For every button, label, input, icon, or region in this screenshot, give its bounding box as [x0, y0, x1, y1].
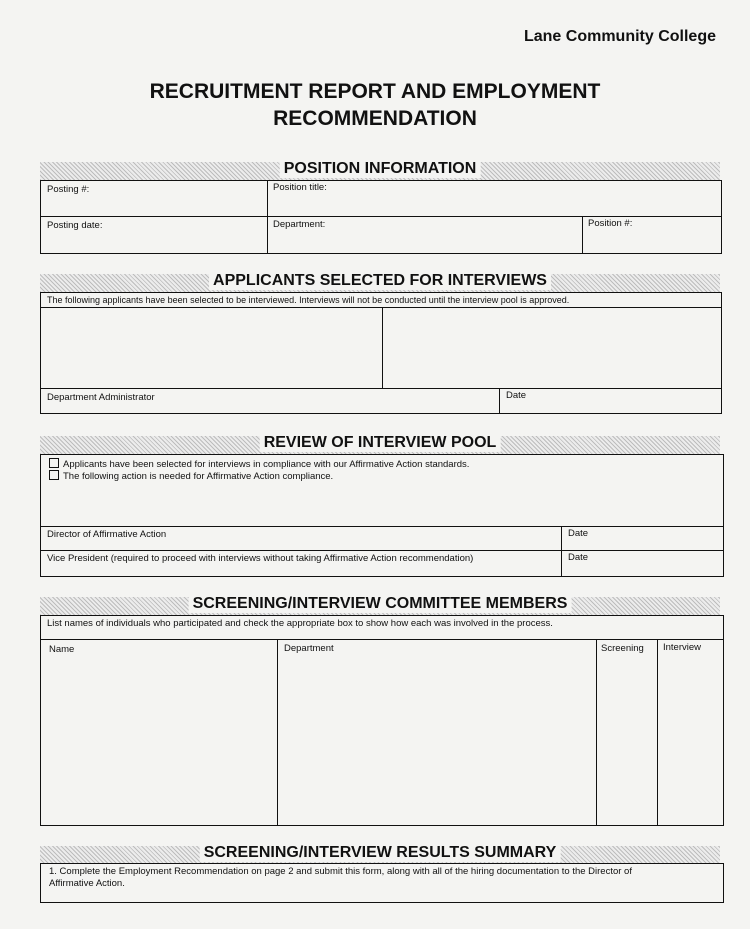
review-heading: REVIEW OF INTERVIEW POOL — [260, 434, 501, 452]
applicants-box — [40, 292, 722, 414]
checkbox-compliance[interactable] — [49, 458, 59, 468]
committee-note: List names of individuals who participated and check the appropriate box to show how each was involved in the process. — [47, 618, 553, 629]
column-department: Department — [284, 643, 334, 654]
position-number-field[interactable]: Position #: — [588, 218, 633, 229]
section-header-review — [40, 436, 720, 454]
posting-date-field[interactable]: Posting date: — [47, 220, 103, 231]
review-option-2-label: The following action is needed for Affirmative Action compliance. — [63, 471, 334, 482]
column-interview: Interview — [663, 642, 702, 653]
section-header-applicants — [40, 274, 720, 292]
committee-heading: SCREENING/INTERVIEW COMMITTEE MEMBERS — [189, 595, 572, 613]
vp-date[interactable]: Date — [568, 552, 589, 563]
applicants-entry-left[interactable] — [43, 310, 379, 386]
review-option-1[interactable] — [49, 458, 469, 470]
director-signature[interactable]: Director of Affirmative Action — [47, 529, 167, 540]
review-option-2[interactable] — [49, 470, 333, 482]
review-option-1-label: Applicants have been selected for interviews in compliance with our Affirmative Action standards. — [63, 459, 470, 470]
position-heading: POSITION INFORMATION — [280, 160, 481, 178]
department-field[interactable]: Department: — [273, 219, 326, 230]
section-header-position — [40, 162, 720, 180]
committee-box — [40, 615, 724, 826]
position-title-field[interactable]: Position title: — [273, 182, 327, 193]
applicants-heading: APPLICANTS SELECTED FOR INTERVIEWS — [209, 272, 551, 290]
results-item-1-line-2: Affirmative Action. — [49, 878, 125, 889]
review-box — [40, 454, 724, 577]
column-screening: Screening — [601, 643, 644, 654]
title-line-1: RECRUITMENT REPORT AND EMPLOYMENT — [149, 80, 601, 103]
checkbox-action-needed[interactable] — [49, 470, 59, 480]
college-name: Lane Community College — [523, 28, 716, 45]
section-header-committee — [40, 597, 720, 615]
column-name: Name — [49, 644, 75, 655]
results-box — [40, 863, 724, 903]
position-info-box — [40, 180, 722, 254]
dept-admin-date[interactable]: Date — [506, 390, 527, 401]
applicants-note: The following applicants have been selected to be interviewed. Interviews will not be conducted until the interview pool is approved. — [47, 295, 570, 305]
applicants-entry-right[interactable] — [385, 310, 719, 386]
vp-signature[interactable]: Vice President (required to proceed with interviews without taking Affirmative Action recommendation) — [47, 553, 474, 564]
director-date[interactable]: Date — [568, 528, 589, 539]
dept-admin-signature[interactable]: Department Administrator — [47, 392, 155, 403]
section-header-results — [40, 846, 720, 864]
results-heading: SCREENING/INTERVIEW RESULTS SUMMARY — [200, 844, 561, 862]
title-line-2: RECOMMENDATION — [273, 107, 477, 130]
form-title — [0, 78, 750, 132]
results-item-1-line-1: 1. Complete the Employment Recommendation on page 2 and submit this form, along with all of the hiring documentation to the Director of — [49, 866, 632, 877]
posting-number-field[interactable]: Posting #: — [47, 184, 90, 195]
